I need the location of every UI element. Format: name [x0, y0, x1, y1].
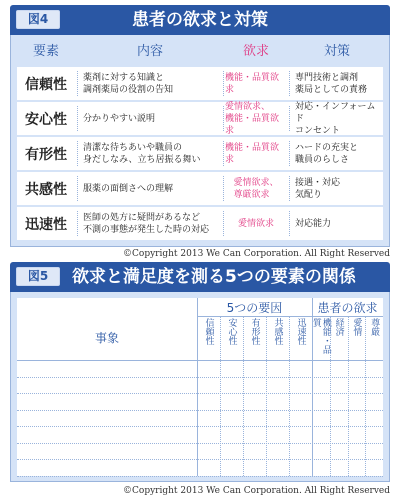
row-element-text: 有形性: [25, 146, 67, 163]
event-column-divider: [197, 298, 198, 476]
desire-label: 尊厳: [369, 318, 380, 336]
row-measure-text: ハードの充実と 職員のらしさ: [295, 142, 359, 165]
element-label: 有形性: [249, 318, 260, 345]
column-divider: [289, 141, 290, 166]
column-divider: [77, 106, 78, 131]
table-row: [17, 137, 383, 170]
figure-5-header: [10, 262, 390, 292]
row-desire: [225, 67, 287, 100]
figure-5-panel: [10, 292, 390, 482]
figure-5-table: [17, 298, 383, 476]
row-content-text: 分かりやすい説明: [83, 113, 156, 124]
column-divider: [77, 141, 78, 166]
element-label: 信頼性: [203, 318, 214, 345]
header-desire: 欲求: [242, 44, 269, 59]
row-desire-text: 機能・品質欲求: [225, 142, 280, 165]
column-divider: [223, 211, 224, 236]
desire-column-divider: [365, 316, 366, 476]
element-column-divider: [243, 316, 244, 476]
desire-column-divider: [348, 316, 349, 476]
table-row-divider: [17, 410, 383, 411]
element-column-header: [289, 316, 312, 360]
figure-4-title: 患者の欲求と対策: [132, 10, 268, 30]
element-label: 共感性: [272, 318, 283, 345]
figure-5: [10, 262, 390, 482]
table-row-divider: [17, 393, 383, 394]
row-desire-text: 愛情欲求: [237, 218, 274, 229]
column-divider: [77, 176, 78, 201]
row-content: [79, 67, 221, 100]
figure-4-tag: 図4: [16, 10, 60, 29]
element-label: 安心性: [226, 318, 237, 345]
row-desire: [225, 102, 287, 135]
desire-column-divider: [330, 316, 331, 476]
table-row: [17, 102, 383, 135]
row-element: [17, 172, 75, 205]
figure-5-title: 欲求と満足度を測る5つの要素の関係: [72, 267, 356, 287]
row-element: [17, 102, 75, 135]
group-divider: [312, 298, 313, 476]
row-content: [79, 102, 221, 135]
row-content: [79, 137, 221, 170]
column-divider: [289, 71, 290, 96]
table-row-divider: [17, 459, 383, 460]
row-content-text: 医師の処方に疑問があるなど 不測の事態が発生した時の対応: [83, 212, 210, 235]
element-column-header: [197, 316, 220, 360]
row-desire-text: 愛情欲求、 尊厳欲求: [233, 177, 279, 200]
column-divider: [289, 106, 290, 131]
figure-5-copyright: ©Copyright 2013 We Can Corporation. All Right Reserved: [123, 486, 390, 496]
table-row: [17, 172, 383, 205]
row-element-text: 信頼性: [25, 76, 67, 93]
element-label: 迅速性: [295, 318, 306, 345]
row-element-text: 安心性: [25, 111, 67, 128]
element-column-divider: [266, 316, 267, 476]
table-row-divider: [17, 377, 383, 378]
desire-label: 愛情: [351, 318, 362, 336]
header-measure: 対策: [323, 44, 350, 59]
element-column-header: [266, 316, 289, 360]
row-measure: [291, 67, 383, 100]
row-element: [17, 137, 75, 170]
row-element-text: 迅速性: [25, 216, 67, 233]
column-divider: [77, 71, 78, 96]
element-column-divider: [220, 316, 221, 476]
table-row: [17, 67, 383, 100]
row-desire: [225, 137, 287, 170]
row-content-text: 服薬の面倒さへの理解: [83, 183, 174, 194]
figure-4-header: [10, 5, 390, 35]
element-column-header: [220, 316, 243, 360]
figure-4-copyright: ©Copyright 2013 We Can Corporation. All Right Reserved: [123, 249, 390, 259]
table-row-divider: [17, 476, 383, 477]
desires-group-header: 患者の欲求: [317, 301, 378, 315]
desire-column-header: [330, 316, 348, 360]
row-desire-text: 機能・品質欲求: [225, 72, 280, 95]
element-column-divider: [289, 316, 290, 476]
element-column-header: [243, 316, 266, 360]
event-header: 事象: [94, 331, 119, 345]
desire-column-header: [365, 316, 383, 360]
row-content: [79, 172, 221, 205]
row-measure: [291, 137, 383, 170]
table-row: [17, 207, 383, 240]
row-measure: [291, 207, 383, 240]
row-desire: [225, 207, 287, 240]
column-divider: [223, 176, 224, 201]
column-divider: [289, 211, 290, 236]
column-divider: [223, 141, 224, 166]
row-element: [17, 67, 75, 100]
row-desire: [225, 172, 287, 205]
row-measure-text: 専門技術と調剤 薬局としての責務: [295, 72, 368, 95]
desire-label: 機能・品質: [310, 318, 331, 354]
desire-column-header: [348, 316, 366, 360]
column-divider: [77, 211, 78, 236]
desire-column-header: [312, 316, 330, 360]
figure-5-tag: 図5: [16, 267, 60, 286]
column-divider: [223, 71, 224, 96]
column-divider: [223, 106, 224, 131]
row-measure-text: 対応・インフォームド コンセント: [295, 101, 376, 136]
figure-4-table: [10, 35, 390, 247]
table-row-divider: [17, 426, 383, 427]
header-content: 内容: [136, 44, 163, 59]
header-divider: [17, 360, 383, 361]
group-header-divider: [197, 316, 383, 317]
row-measure-text: 接遇・対応 気配り: [295, 177, 341, 200]
header-element: 要素: [32, 44, 59, 59]
elements-group-header: 5つの要因: [226, 301, 283, 315]
row-measure-text: 対応能力: [295, 218, 332, 229]
row-element: [17, 207, 75, 240]
row-content: [79, 207, 221, 240]
row-element-text: 共感性: [25, 181, 67, 198]
row-content-text: 薬剤に対する知識と 調剤薬局の役割の告知: [83, 72, 174, 95]
figure-4: [10, 5, 390, 247]
table-row-divider: [17, 443, 383, 444]
row-measure: [291, 102, 383, 135]
row-measure: [291, 172, 383, 205]
row-desire-text: 愛情欲求、 機能・品質欲求: [225, 101, 280, 136]
desire-label: 経済: [333, 318, 344, 336]
column-divider: [289, 176, 290, 201]
row-content-text: 清潔な待ちあいや職員の 身だしなみ、立ち居振る舞い: [83, 142, 201, 165]
